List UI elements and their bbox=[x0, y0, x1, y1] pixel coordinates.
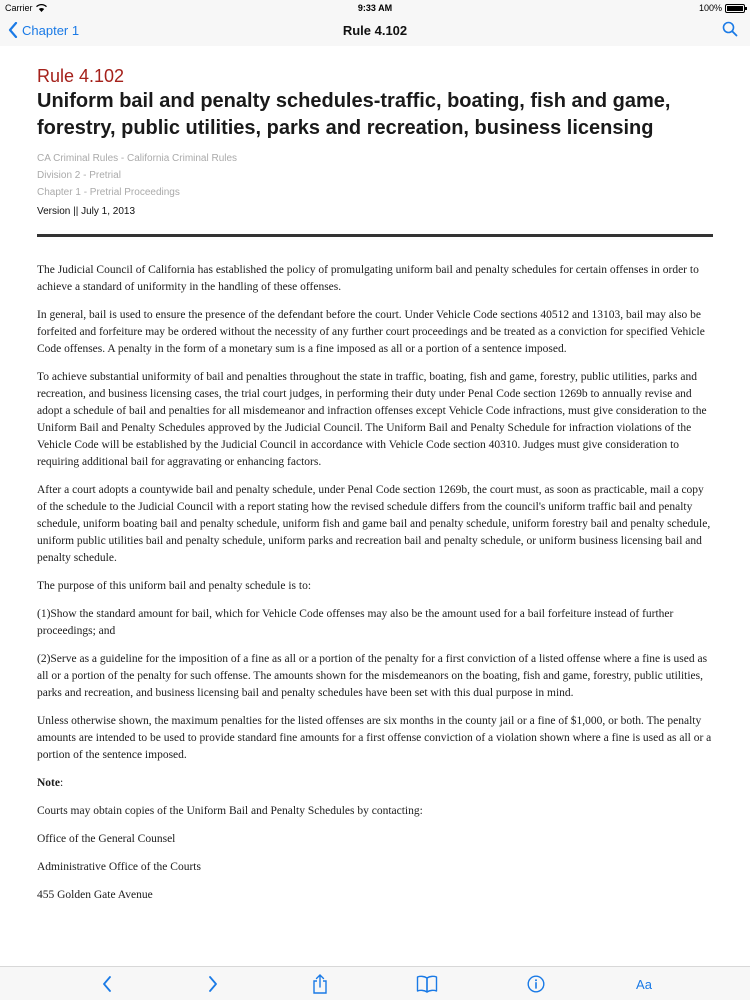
divider bbox=[37, 234, 713, 237]
note-heading bbox=[37, 775, 713, 792]
breadcrumb-collection[interactable]: CA Criminal Rules - California Criminal Rules bbox=[37, 153, 238, 164]
chevron-right-icon bbox=[208, 976, 218, 992]
body-paragraph: After a court adopts a countywide bail and penalty schedule, under Penal Code section 1269b, the court must, as soon as practicable, mail a copy of the schedule to the Judicial Council with a report stating how the revised schedule differs from the council's uniform traffic bail and penalty schedule, uniform boating bail and penalty schedule, uniform fish and game bail and penalty schedule, uniform forestry bail and penalty schedule, uniform public utilities bail and penalty schedule, uniform parks and recreation bail and penalty schedule, or uniform business licensing bail and penalty schedule. bbox=[37, 484, 711, 564]
breadcrumb-division[interactable]: Division 2 - Pretrial bbox=[37, 170, 121, 181]
battery-percent: 100% bbox=[698, 3, 722, 13]
battery-icon bbox=[725, 4, 745, 13]
bottom-toolbar bbox=[0, 966, 750, 1000]
previous-button[interactable] bbox=[95, 973, 119, 995]
note-colon: : bbox=[60, 777, 64, 789]
book-icon bbox=[416, 975, 438, 993]
body-paragraph: Administrative Office of the Courts bbox=[37, 861, 201, 873]
status-time: 9:33 AM bbox=[357, 3, 393, 13]
search-button[interactable] bbox=[722, 21, 738, 42]
body-paragraph: The purpose of this uniform bail and penalty schedule is to: bbox=[37, 580, 312, 592]
back-button-label: Chapter 1 bbox=[22, 22, 80, 38]
breadcrumb-chapter[interactable]: Chapter 1 - Pretrial Proceedings bbox=[37, 187, 180, 198]
carrier-label: Carrier bbox=[5, 3, 33, 13]
status-right bbox=[699, 3, 745, 13]
body-paragraph: Unless otherwise shown, the maximum penalties for the listed offenses are six months in the county jail or a fine of $1,000, or both. The penalty amounts are intended to be used to provide standard fine amounts for a first offense conviction of a violation shown where a fine is used as all or a portion of the sentence imposed. bbox=[37, 715, 712, 761]
share-icon bbox=[312, 974, 328, 994]
rule-body bbox=[37, 262, 713, 904]
status-bar bbox=[0, 0, 750, 16]
navigation-bar bbox=[0, 16, 750, 46]
chevron-left-icon bbox=[102, 976, 112, 992]
version-label: Version || July 1, 2013 bbox=[37, 206, 136, 217]
body-paragraph: (1)Show the standard amount for bail, which for Vehicle Code offenses may also be the amount used for a bail forfeiture instead of further proceedings; and bbox=[37, 608, 674, 637]
body-paragraph: Courts may obtain copies of the Uniform Bail and Penalty Schedules by contacting: bbox=[37, 805, 423, 817]
rule-content bbox=[37, 64, 713, 915]
body-paragraph: To achieve substantial uniformity of bail and penalties throughout the state in traffic, boating, fish and game, forestry, public utilities, parks and recreation, and business licensing cases, the trial court judges, in performing their duty under Penal Code section 1269b to annually revise and adopt a schedule of bail and penalties for all misdemeanor and infraction offenses except Vehicle Code infractions, must give consideration to the Uniform Bail and Penalty Schedules approved by the Judicial Council. The Uniform Bail and Penalty Schedule for infraction violations of the Vehicle Code will be established by the Judicial Council in accordance with Vehicle Code section 40310. Judges must give consideration to requiring additional bail for aggravating or enhancing factors. bbox=[37, 371, 707, 468]
page-title: Uniform bail and penalty schedules-traffic, boating, fish and game, forestry, public utilities, parks and recreation, business licensing bbox=[37, 90, 671, 139]
text-size-button[interactable] bbox=[630, 973, 658, 995]
body-paragraph: The Judicial Council of California has established the policy of promulgating uniform bail and penalty schedules for certain offenses in order to achieve a standard of uniformity in the handling of these offenses. bbox=[37, 264, 699, 293]
info-button[interactable] bbox=[524, 973, 548, 995]
share-button[interactable] bbox=[308, 973, 332, 995]
note-label: Note bbox=[37, 777, 60, 789]
rule-number: Rule 4.102 bbox=[37, 66, 125, 86]
body-paragraph: (2)Serve as a guideline for the imposition of a fine as all or a portion of the penalty for a first conviction of a listed offense where a fine is used as all or a portion of the penalty for such offense. The amounts shown for the misdemeanors on the boating, fish and game, forestry, public utilities, parks and recreation, and business licensing bail and penalty schedules have been set with this dual purpose in mind. bbox=[37, 653, 708, 699]
info-icon bbox=[527, 975, 545, 993]
text-size-label: Aa bbox=[636, 976, 652, 992]
body-paragraph: In general, bail is used to ensure the presence of the defendant before the court. Under Vehicle Code sections 40512 and 13103, bail may also be forfeited and forfeiture may be ordered without the necessity of any further court proceedings and be treated as a conviction for specified Vehicle Code offenses. A penalty in the form of a monetary sum is a fine imposed as all or a portion of a sentence imposed. bbox=[37, 309, 705, 355]
body-paragraph: 455 Golden Gate Avenue bbox=[37, 889, 153, 901]
breadcrumb bbox=[37, 150, 713, 201]
body-paragraph: Office of the General Counsel bbox=[37, 833, 176, 845]
next-button[interactable] bbox=[201, 973, 225, 995]
nav-title: Rule 4.102 bbox=[342, 23, 408, 38]
search-icon bbox=[722, 21, 738, 37]
bookmarks-button[interactable] bbox=[415, 973, 439, 995]
